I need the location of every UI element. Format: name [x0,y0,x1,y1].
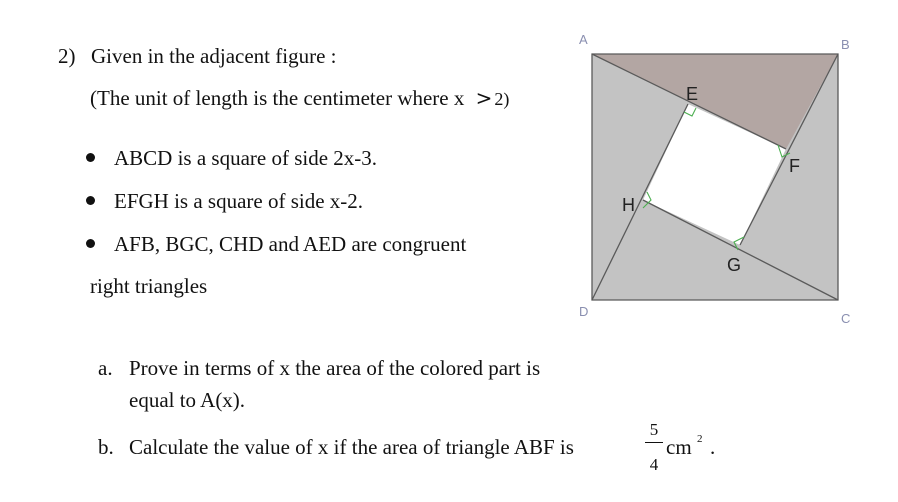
end-period: . [710,435,716,459]
label-e: E [686,84,699,104]
units-note-start: (The unit of length is the centimeter where x [90,86,465,110]
label-h: H [622,195,635,215]
fraction-denominator: 4 [649,455,659,474]
unit-exponent: 2 [697,433,703,445]
label-a: A [579,32,588,47]
part-a-letter: a. [98,356,113,380]
unit-cm: cm [666,435,692,459]
label-b: B [841,37,850,52]
bullet-item-3: AFB, BGC, CHD and AED are congruent [114,232,467,256]
fraction-numerator: 5 [649,420,659,439]
bullet-continuation: right triangles [90,274,208,298]
part-b-text: Calculate the value of x if the area of triangle ABF is [129,435,574,459]
problem-title: Given in the adjacent figure : [91,44,337,68]
units-note-op: > [475,86,493,110]
part-a-line2: equal to A(x). [129,388,246,412]
part-b-letter: b. [98,435,114,459]
problem-number: 2) [58,44,76,68]
label-g: G [727,255,742,275]
label-f: F [789,156,800,176]
bullet-item-2: EFGH is a square of side x-2. [114,189,364,213]
label-c: C [841,311,851,326]
units-note-end: 2) [494,89,510,109]
bullet-item-1: ABCD is a square of side 2x-3. [114,146,378,170]
part-a-line1: Prove in terms of x the area of the colored part is [129,356,541,380]
label-d: D [579,304,589,319]
